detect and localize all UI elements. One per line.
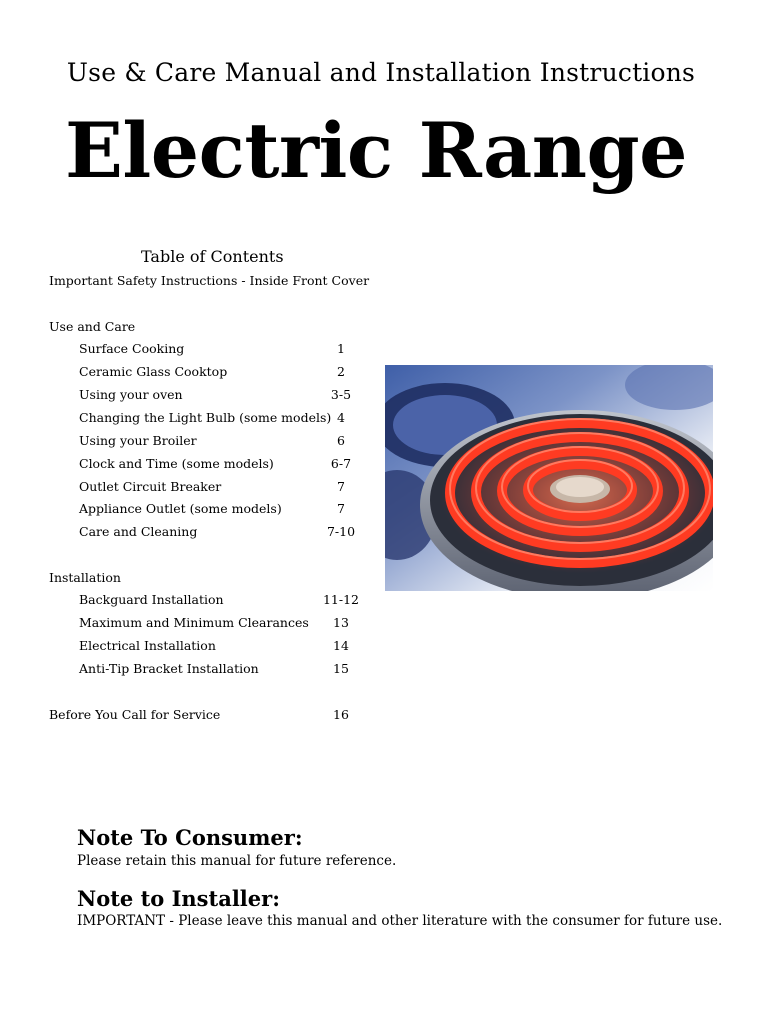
toc-item-label: Using your oven [79, 387, 183, 402]
toc-item-label: Surface Cooking [79, 341, 185, 356]
toc-row [0, 410, 360, 428]
toc-row [0, 479, 360, 497]
toc-item-label: Anti-Tip Bracket Installation [79, 661, 259, 676]
toc-row [0, 433, 360, 451]
toc-section-use-and-care: Use and Care [49, 319, 136, 334]
toc-item-page: 16 [333, 707, 349, 722]
toc-item-label: Using your Broiler [79, 433, 197, 448]
toc-item-label: Ceramic Glass Cooktop [79, 364, 228, 379]
toc-item-label: Backguard Installation [79, 592, 224, 607]
note-installer-text: IMPORTANT - Please leave this manual and other literature with the consumer for future use. [77, 913, 723, 929]
note-installer-heading: Note to Installer: [77, 886, 280, 911]
toc-item-page: 11-12 [322, 592, 360, 607]
toc-row [0, 524, 360, 542]
toc-row [0, 638, 360, 656]
toc-item-page: 2 [337, 364, 345, 379]
toc-row [0, 341, 360, 359]
toc-item-label: Clock and Time (some models) [79, 456, 274, 471]
toc-row [0, 707, 360, 725]
toc-row [0, 456, 360, 474]
toc-item-page: 1 [337, 341, 345, 356]
toc-row [0, 592, 360, 610]
toc-item-label: Electrical Installation [79, 638, 216, 653]
toc-item-page: 7 [337, 479, 345, 494]
burner-illustration [385, 365, 713, 591]
toc-item-label: Changing the Light Bulb (some models) [79, 410, 332, 425]
toc-item-label: Outlet Circuit Breaker [79, 479, 222, 494]
toc-item-label: Appliance Outlet (some models) [79, 501, 282, 516]
note-consumer-text: Please retain this manual for future reference. [77, 853, 397, 869]
toc-item-label: Before You Call for Service [49, 707, 221, 722]
toc-item-page: 4 [337, 410, 345, 425]
toc-item-page: 3-5 [330, 387, 352, 402]
toc-safety-line: Important Safety Instructions - Inside Front Cover [49, 273, 370, 288]
toc-row [0, 615, 360, 633]
toc-row [0, 661, 360, 679]
toc-row [0, 501, 360, 519]
toc-item-page: 6 [337, 433, 345, 448]
manual-subtitle: Use & Care Manual and Installation Instructions [66, 58, 696, 87]
toc-item-page: 15 [333, 661, 349, 676]
toc-item-page: 6-7 [330, 456, 352, 471]
burner-photo [385, 365, 713, 595]
note-consumer-heading: Note To Consumer: [77, 825, 303, 850]
toc-item-page: 13 [333, 615, 349, 630]
toc-item-label: Maximum and Minimum Clearances [79, 615, 309, 630]
toc-item-page: 14 [333, 638, 349, 653]
page-title: Electric Range [64, 106, 688, 195]
toc-item-page: 7 [337, 501, 345, 516]
toc-item-label: Care and Cleaning [79, 524, 198, 539]
toc-section-installation: Installation [49, 570, 121, 585]
toc-heading: Table of Contents [141, 247, 284, 266]
toc-item-page: 7-10 [326, 524, 356, 539]
toc-row [0, 387, 360, 405]
toc-row [0, 364, 360, 382]
